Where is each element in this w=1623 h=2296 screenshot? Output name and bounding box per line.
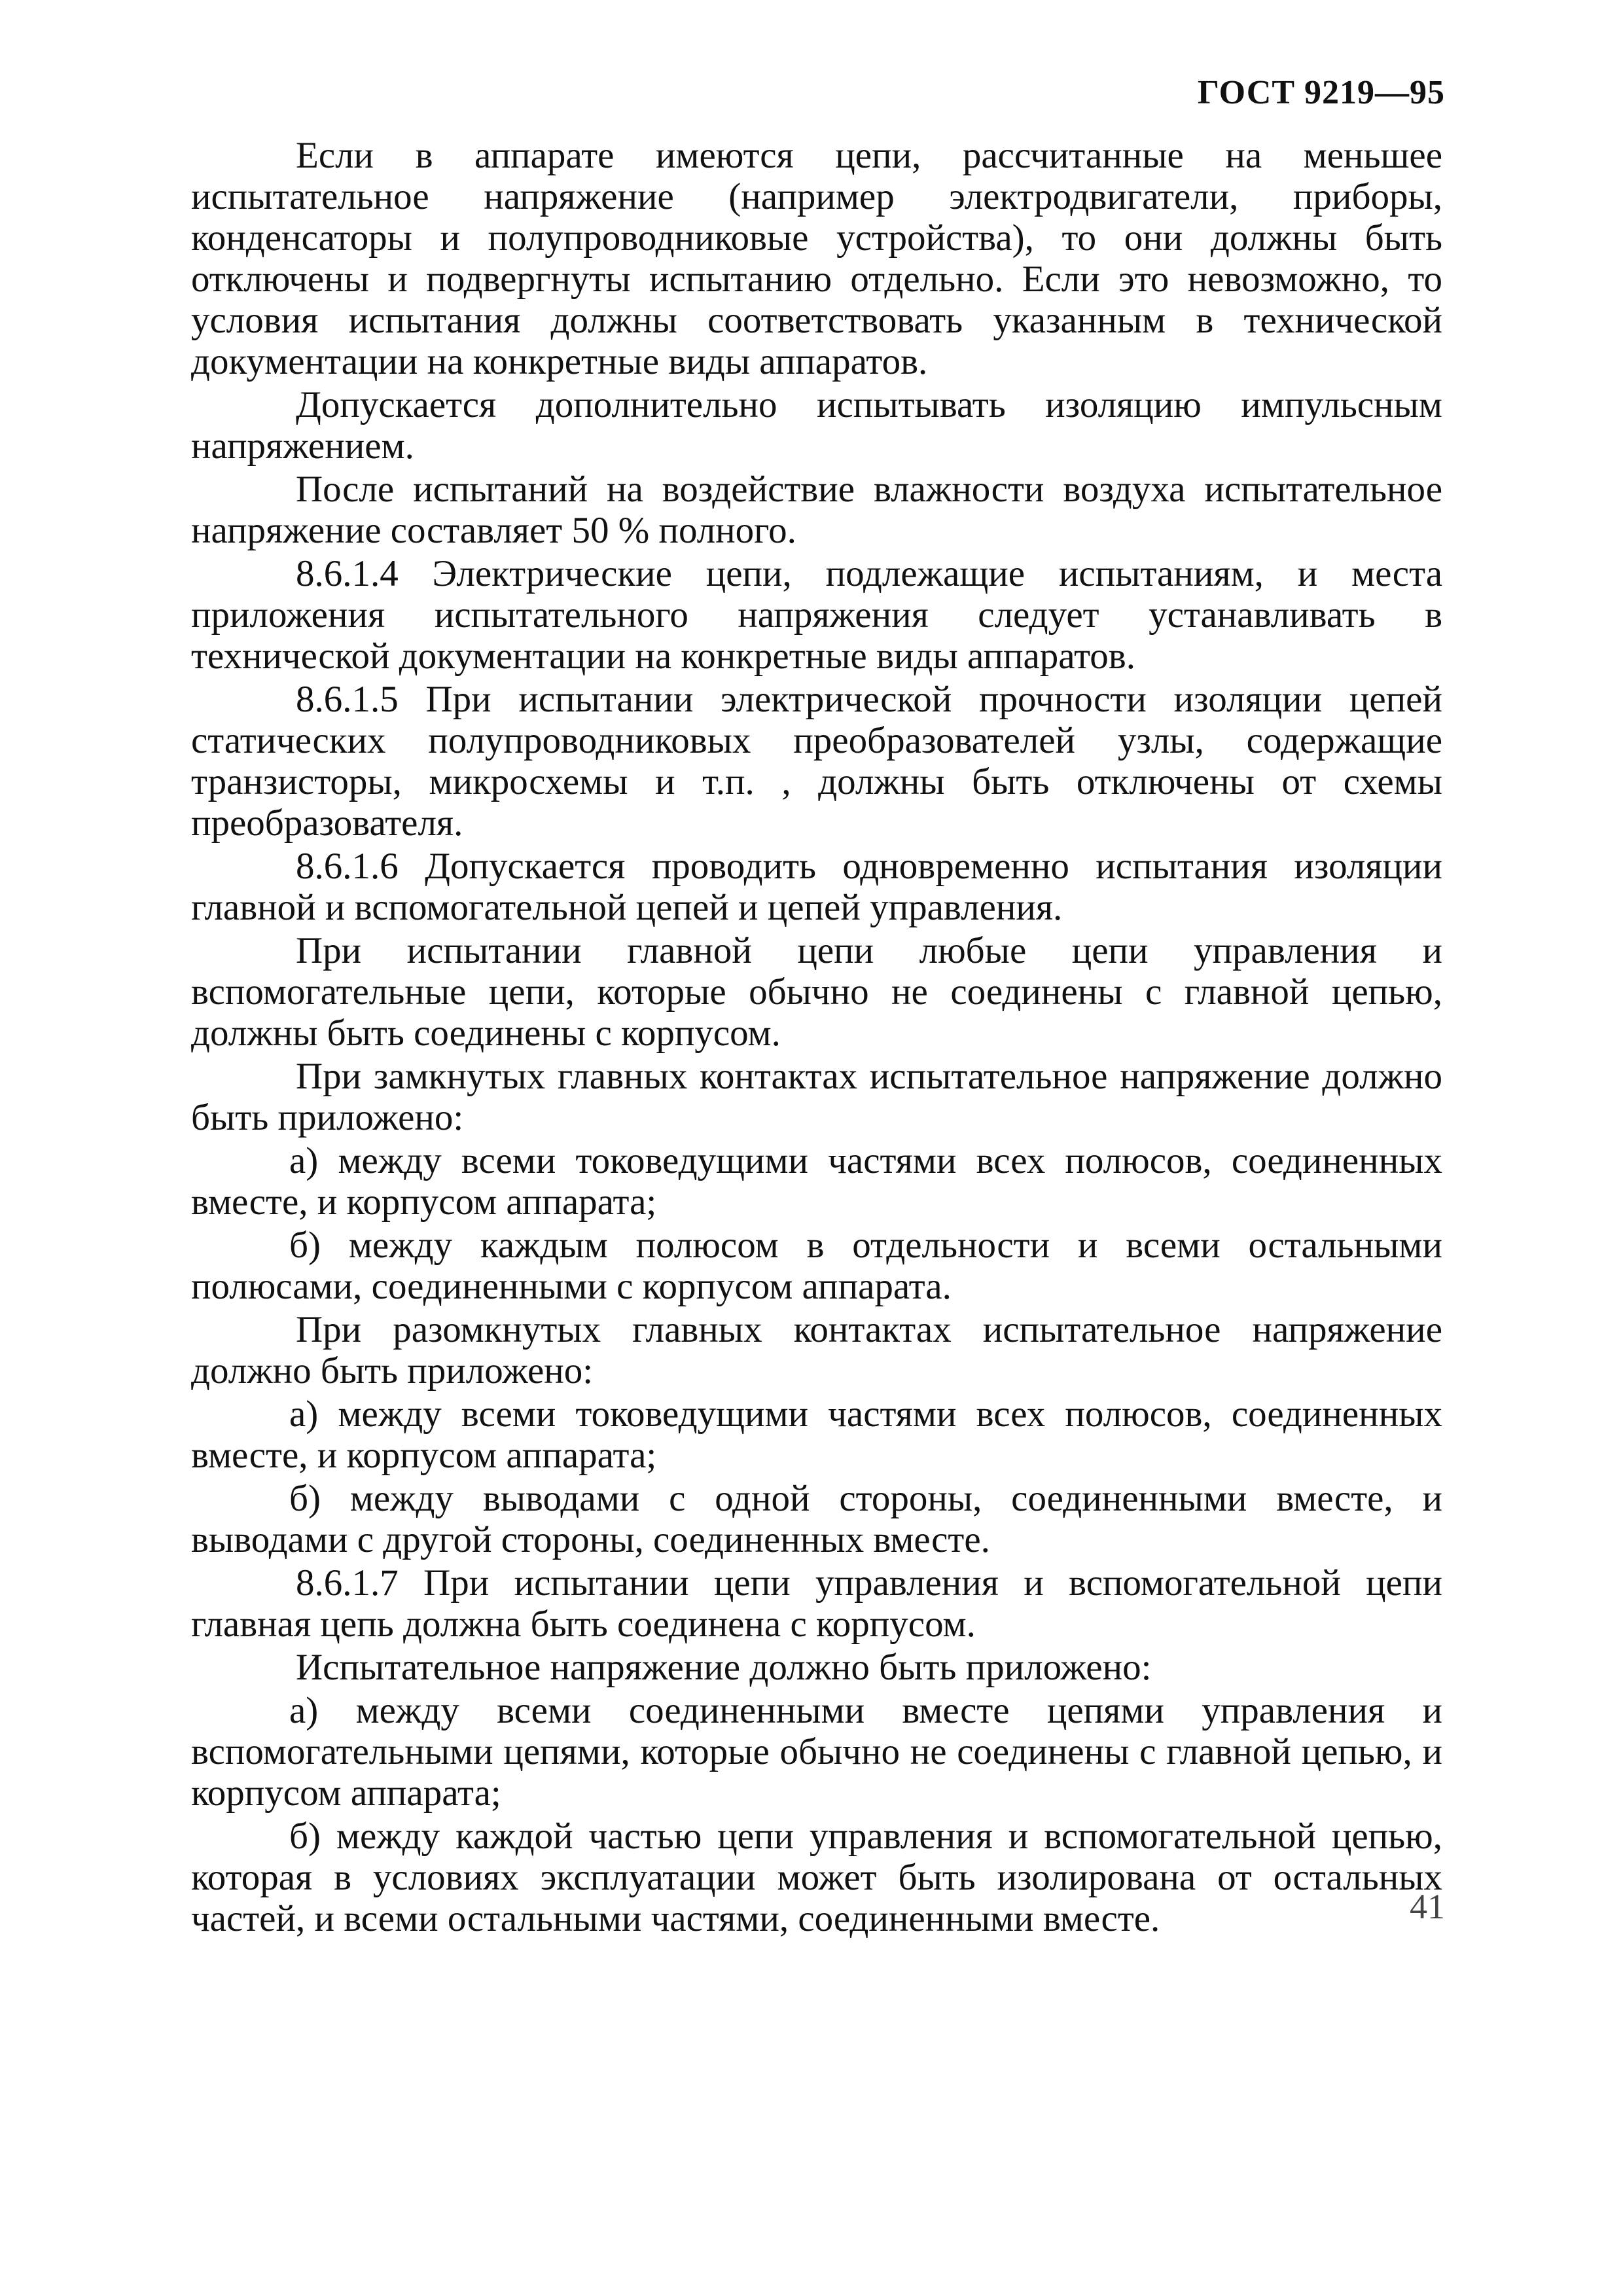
list-item-open-a: а) между всеми токоведущими частями всех полюсов, соединенных вместе, и корпусом аппарата; [191,1393,1442,1476]
paragraph-humidity-test: После испытаний на воздействие влажности воздуха испытательное напряжение составляет 50 % полного. [191,469,1442,551]
document-body [191,135,1442,1941]
paragraph-closed-contacts: При замкнутых главных контактах испытательное напряжение должно быть приложено: [191,1056,1442,1138]
document-header-standard: ГОСТ 9219—95 [1197,74,1445,111]
list-item-control-a: а) между всеми соединенными вместе цепями управления и вспомогательными цепями, которые обычно не соединены с главной цепью, и корпусом аппарата; [191,1690,1442,1814]
list-item-open-b: б) между выводами с одной стороны, соединенными вместе, и выводами с другой стороны, соединенных вместе. [191,1478,1442,1560]
paragraph-main-circuit-test: При испытании главной цепи любые цепи управления и вспомогательные цепи, которые обычно не соединены с главной цепью, должны быть соединены с корпусом. [191,930,1442,1054]
paragraph-open-contacts: При разомкнутых главных контактах испытательное напряжение должно быть приложено: [191,1309,1442,1391]
paragraph-voltage-applied: Испытательное напряжение должно быть приложено: [296,1647,1152,1688]
clause-8-6-1-4: 8.6.1.4 Электрические цепи, подлежащие испытаниям, и места приложения испытательного напряжения следует устанавливать в технической документации на конкретные виды аппаратов. [191,553,1442,677]
clause-8-6-1-5: 8.6.1.5 При испытании электрической прочности изоляции цепей статических полупроводниковых преобразователей узлы, содержащие транзисторы, микросхемы и т.п. , должны быть отключены от схемы преобразователя. [191,679,1442,844]
clause-8-6-1-6: 8.6.1.6 Допускается проводить одновременно испытания изоляции главной и вспомогательной цепей и цепей управления. [191,846,1442,928]
paragraph-circuits-lower-voltage: Если в аппарате имеются цепи, рассчитанные на меньшее испытательное напряжение (например электродвигатели, приборы, конденсаторы и полупроводниковые устройства), то они должны быть отключены и подвергнуты испытанию отдельно. Если это невозможно, то условия испытания должны соответствовать указанным в технической документации на конкретные виды аппаратов. [191,135,1442,382]
page-number: 41 [1410,1887,1445,1926]
clause-8-6-1-7: 8.6.1.7 При испытании цепи управления и вспомогательной цепи главная цепь должна быть соединена с корпусом. [191,1562,1442,1645]
paragraph-impulse-voltage: Допускается дополнительно испытывать изоляцию импульсным напряжением. [191,384,1442,467]
list-item-closed-b: б) между каждым полюсом в отдельности и всеми остальными полюсами, соединенными с корпусом аппарата. [191,1225,1442,1307]
list-item-closed-a: а) между всеми токоведущими частями всех полюсов, соединенных вместе, и корпусом аппарата; [191,1140,1442,1223]
list-item-control-b: б) между каждой частью цепи управления и вспомогательной цепью, которая в условиях эксплуатации может быть изолирована от остальных частей, и всеми остальными частями, соединенными вместе. [191,1816,1442,1939]
